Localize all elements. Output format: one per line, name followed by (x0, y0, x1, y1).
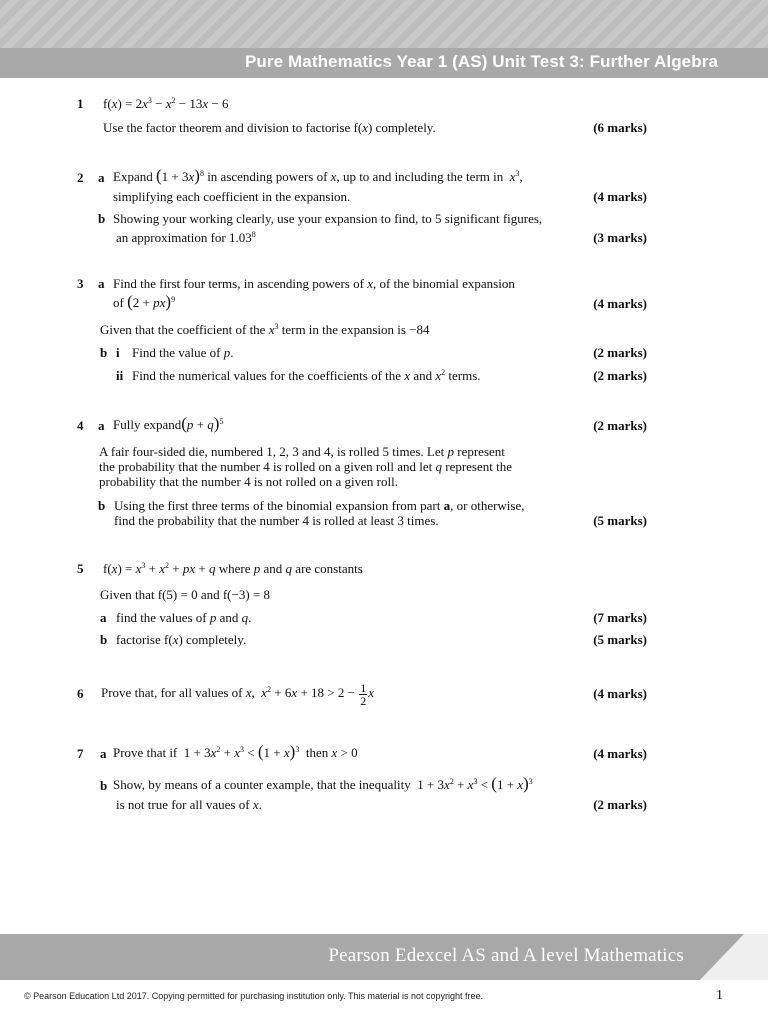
q4b-line2: find the probability that the number 4 is rolled at least 3 times. (114, 513, 439, 528)
q2b-marks: (3 marks) (593, 230, 647, 245)
q6-text: Prove that, for all values of x, $x^2 + 6x + 18 > 2$ − $\frac{1}{2}$ x (101, 680, 374, 708)
page-title: Pure Mathematics Year 1 (AS) Unit Test 3: Further Algebra (244, 52, 718, 71)
question-number: 3 (77, 276, 84, 291)
q5a-text: find the values of p and q. (116, 610, 252, 625)
part-label: b (100, 345, 108, 360)
part-label: b (98, 211, 106, 226)
question-number: 6 (77, 686, 84, 701)
subpart-label: i (116, 345, 120, 360)
q5b-marks: (5 marks) (593, 632, 647, 647)
q1-instruction: Use the factor theorem and division to factorise f(x) completely. (103, 120, 436, 135)
footer-brand: Pearson Edexcel AS and A level Mathematics (328, 945, 684, 966)
q7a-marks: (4 marks) (593, 746, 647, 761)
q4-para-line3: probability that the number 4 is not rolled on a given roll. (99, 474, 398, 489)
q3bii-text: Find the numerical values for the coefficients of the x and $x^2$ terms. (132, 368, 481, 383)
q5-given: Given that f(5) = 0 and f(−3) = 8 (100, 587, 271, 602)
part-label: a (98, 418, 105, 433)
question-number: 2 (77, 170, 84, 185)
q4a-text: Fully expand(p + q)$^5$ (113, 414, 224, 433)
part-label: a (98, 276, 105, 291)
copyright-notice: © Pearson Education Ltd 2017. Copying permitted for purchasing institution only. This material is not copyright free. (24, 991, 484, 1001)
q2a-marks: (4 marks) (593, 189, 647, 204)
part-label: a (100, 610, 107, 625)
q3a-marks: (4 marks) (593, 296, 647, 311)
q4a-marks: (2 marks) (593, 418, 647, 433)
q2a-line1: Expand $(1 + 3x)^8$ in ascending powers of x, up to and including the term in $x^3$, (113, 166, 523, 185)
part-label: b (100, 632, 108, 647)
subpart-label: ii (116, 368, 124, 383)
q3bii-marks: (2 marks) (593, 368, 647, 383)
q3bi-text: Find the value of p. (132, 345, 234, 360)
q1-function: $f(x) = 2x^3 - x^2 - 13x - 6$ (103, 96, 229, 111)
q5b-text: factorise f(x) completely. (116, 632, 247, 647)
q7b-marks: (2 marks) (593, 797, 647, 812)
q5-function: $f(x) = x^3 + x^2$ + px + q where p and q are constants (103, 561, 363, 576)
q7b-line2: is not true for all vaues of x. (116, 797, 262, 812)
q3bi-marks: (2 marks) (593, 345, 647, 360)
q7b-line1: Show, by means of a counter example, that the inequality $1 + 3x^2 + x^3 < (1 + x)^3$ (113, 774, 533, 793)
part-label: b (98, 498, 106, 513)
q7a-text: Prove that if $1 + 3x^2 + x^3 < (1 + x)^3$ then x > 0 (113, 742, 358, 761)
q1-marks: (6 marks) (593, 120, 647, 135)
page-number: 1 (716, 988, 723, 1003)
page-header (0, 0, 768, 78)
q4b-line1: Using the first three terms of the binomial expansion from part a, or otherwise, (114, 498, 525, 513)
question-number: 5 (77, 561, 84, 576)
question-number: 7 (77, 746, 84, 761)
q6-marks: (4 marks) (593, 686, 647, 701)
q2a-line2: simplifying each coefficient in the expansion. (113, 189, 351, 204)
q4-para-line1: A fair four-sided die, numbered 1, 2, 3 and 4, is rolled 5 times. Let p represent (99, 444, 505, 459)
part-label: a (98, 170, 105, 185)
q4b-marks: (5 marks) (593, 513, 647, 528)
q4-para-line2: the probability that the number 4 is rolled on a given roll and let q represent the (99, 459, 513, 474)
question-number: 4 (77, 418, 84, 433)
q3-given: Given that the coefficient of the $x^3$ term in the expansion is −84 (100, 322, 430, 337)
q3a-line2: of (2 + px)$^9$ (113, 292, 176, 311)
part-label: a (100, 746, 107, 761)
question-number: 1 (77, 96, 84, 111)
q3a-line1: Find the first four terms, in ascending powers of x, of the binomial expansion (113, 276, 515, 291)
q5a-marks: (7 marks) (593, 610, 647, 625)
q2b-line2: an approximation for 1.03$^8$ (116, 230, 256, 245)
part-label: b (100, 778, 108, 793)
q2b-line1: Showing your working clearly, use your expansion to find, to 5 significant figures, (113, 211, 543, 226)
